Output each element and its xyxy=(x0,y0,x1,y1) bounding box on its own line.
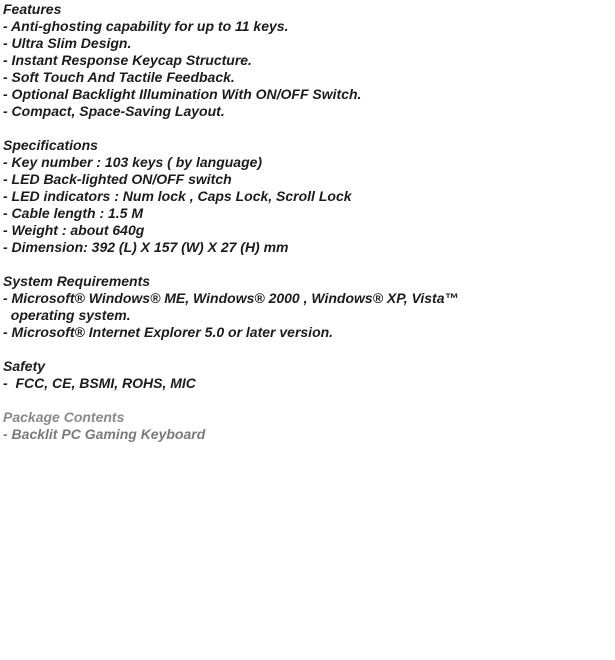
specifications-item: - LED indicators : Num lock , Caps Lock, Scroll Lock xyxy=(3,188,352,204)
features-item: - Optional Backlight Illumination With ON/OFF Switch. xyxy=(3,86,362,102)
specifications-item: - Weight : about 640g xyxy=(3,222,145,238)
features-heading: Features xyxy=(3,1,62,17)
specifications-item: - Key number : 103 keys ( by language) xyxy=(3,154,263,170)
features-item: - Ultra Slim Design. xyxy=(3,35,132,51)
specifications-item: - LED Back-lighted ON/OFF switch xyxy=(3,171,232,187)
specifications-heading: Specifications xyxy=(3,137,98,153)
specifications-section xyxy=(3,137,603,256)
system-requirements-item: operating system. xyxy=(3,307,131,323)
features-item: - Anti-ghosting capability for up to 11 keys. xyxy=(3,18,289,34)
system-requirements-item: - Microsoft® Windows® ME, Windows® 2000 , Windows® XP, Vista™ xyxy=(3,290,459,306)
safety-item: - FCC, CE, BSMI, ROHS, MIC xyxy=(3,375,196,391)
specifications-item: - Dimension: 392 (L) X 157 (W) X 27 (H) mm xyxy=(3,239,289,255)
package-contents-section xyxy=(3,409,603,443)
system-requirements-section xyxy=(3,273,603,341)
safety-section xyxy=(3,358,603,392)
product-description xyxy=(3,1,603,460)
features-item: - Instant Response Keycap Structure. xyxy=(3,52,252,68)
features-item: - Compact, Space-Saving Layout. xyxy=(3,103,225,119)
specifications-item: - Cable length : 1.5 M xyxy=(3,205,144,221)
system-requirements-heading: System Requirements xyxy=(3,273,151,289)
safety-heading: Safety xyxy=(3,358,46,374)
package-contents-item: - Backlit PC Gaming Keyboard xyxy=(3,426,206,442)
system-requirements-item: - Microsoft® Internet Explorer 5.0 or later version. xyxy=(3,324,334,340)
features-item: - Soft Touch And Tactile Feedback. xyxy=(3,69,235,85)
features-section xyxy=(3,1,603,120)
package-contents-heading: Package Contents xyxy=(3,409,125,425)
